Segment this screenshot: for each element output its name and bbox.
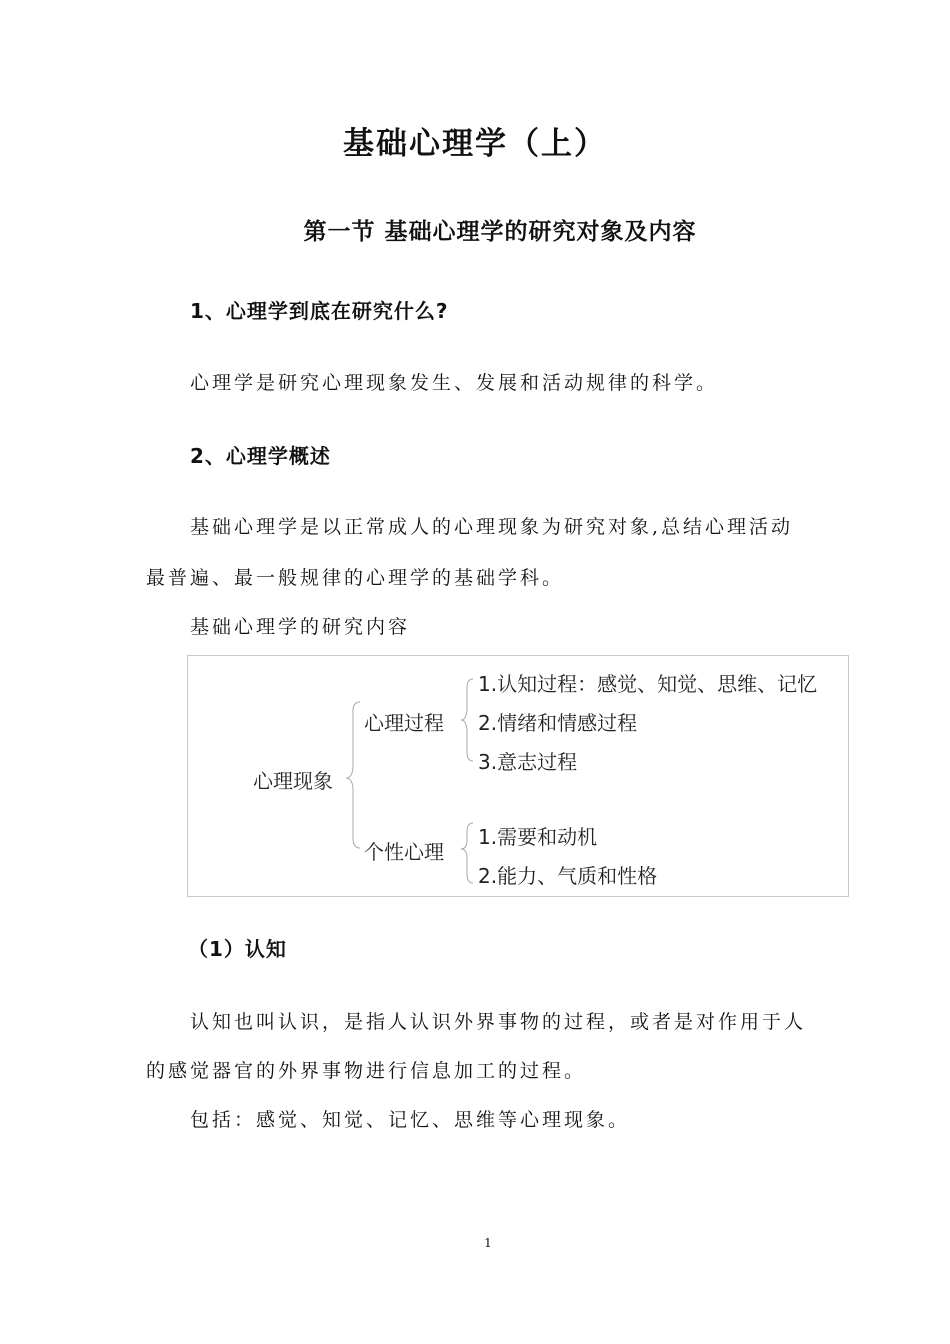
research-content-label: 基础心理学的研究内容 [190, 616, 411, 638]
question-2-heading: 2、心理学概述 [190, 444, 331, 468]
branch1-bracket-top [461, 679, 473, 720]
cognition-paragraph-line-1: 认知也叫认识，是指人认识外界事物的过程，或者是对作用于人 [190, 1011, 807, 1033]
mindmap-item-ability: 2.能力、气质和性格 [478, 864, 658, 888]
branch1-bracket-bottom [461, 720, 473, 761]
includes-line: 包括：感觉、知觉、记忆、思维等心理现象。 [190, 1109, 631, 1131]
mindmap-item-cognition: 1.认知过程：感觉、知觉、思维、记忆 [478, 672, 818, 696]
question-2-paragraph-line-1: 基础心理学是以正常成人的心理现象为研究对象,总结心理活动 [190, 516, 794, 538]
section-title: 第一节 基础心理学的研究对象及内容 [303, 218, 697, 245]
mindmap-item-will: 3.意志过程 [478, 750, 578, 774]
branch2-bracket-top [461, 823, 473, 849]
mindmap-item-needs: 1.需要和动机 [478, 825, 598, 849]
root-to-branch2-connector [346, 778, 360, 848]
mindmap-branch-personality: 个性心理 [364, 840, 444, 864]
branch2-bracket-bottom [461, 849, 473, 883]
research-content-mindmap [187, 655, 849, 897]
root-to-branch1-connector [346, 702, 360, 778]
cognition-heading: （1）认知 [188, 937, 287, 961]
mindmap-root: 心理现象 [253, 769, 333, 793]
question-2-paragraph-line-2: 最普遍、最一般规律的心理学的基础学科。 [146, 567, 565, 589]
page-title: 基础心理学（上） [343, 126, 607, 162]
cognition-paragraph-line-2: 的感觉器官的外界事物进行信息加工的过程。 [146, 1060, 587, 1082]
page-number: 1 [484, 1236, 492, 1250]
question-1-heading: 1、心理学到底在研究什么? [190, 299, 449, 323]
mindmap-item-emotion: 2.情绪和情感过程 [478, 711, 638, 735]
question-1-answer: 心理学是研究心理现象发生、发展和活动规律的科学。 [190, 372, 719, 394]
mindmap-branch-psych-process: 心理过程 [364, 711, 444, 735]
